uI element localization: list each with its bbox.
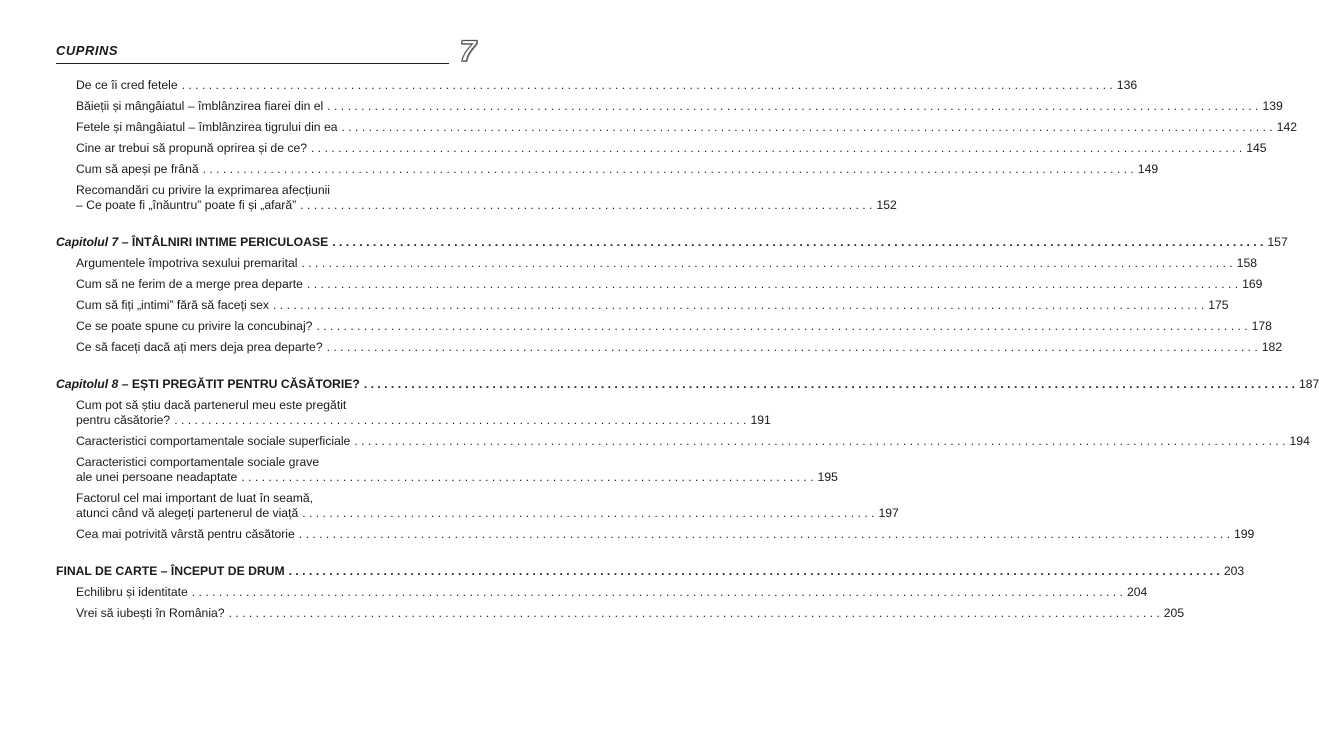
chapter-label: Capitolul 7 [56, 235, 119, 249]
final-heading[interactable] [56, 564, 1245, 579]
dot-leader [300, 198, 872, 213]
dot-leader [302, 506, 874, 521]
table-of-contents [56, 78, 1319, 627]
toc-entry-page: 197 [878, 506, 899, 520]
header-rule [56, 63, 449, 64]
toc-entry[interactable] [56, 491, 899, 521]
toc-entry-page: 142 [1276, 120, 1298, 134]
chapter-title: – ÎNTÂLNIRI INTIME PERICULOASE [121, 235, 329, 249]
toc-entry[interactable] [56, 78, 1138, 93]
toc-entry-title: Băieții și mângâiatul – îmblânzirea fiarei din el [76, 99, 324, 113]
toc-entry-page: 194 [1289, 434, 1310, 448]
chapter-label: Capitolul 8 [56, 377, 119, 391]
dot-leader [203, 162, 1134, 177]
toc-entry-title-line1: Recomandări cu privire la exprimarea afecțiunii [76, 183, 331, 197]
dot-leader [354, 434, 1285, 449]
toc-entry-page: 158 [1236, 256, 1258, 270]
toc-entry[interactable] [56, 298, 1229, 313]
dot-leader [174, 413, 746, 428]
toc-entry[interactable] [56, 183, 897, 213]
toc-entry-page: 199 [1233, 527, 1255, 541]
toc-entry-title: Ce să faceți dacă ați mers deja prea departe? [76, 340, 323, 354]
toc-entry-title: De ce îi cred fetele [76, 78, 178, 92]
toc-entry-title: Caracteristici comportamentale sociale superficiale [76, 434, 351, 448]
chapter-8-heading[interactable] [56, 377, 1319, 392]
dot-leader [327, 340, 1258, 355]
toc-entry[interactable] [56, 319, 1272, 334]
dot-leader [241, 470, 813, 485]
toc-entry-page: 182 [1261, 340, 1283, 354]
toc-entry-title-line1: Cum pot să știu dacă partenerul meu este pregătit [76, 398, 347, 412]
toc-entry-page: 139 [1262, 99, 1283, 113]
dot-leader [229, 606, 1160, 621]
toc-entry[interactable] [56, 141, 1267, 156]
toc-entry-title: Cum să apeși pe frână [76, 162, 199, 176]
dot-leader [327, 99, 1258, 114]
toc-entry-title-line2: atunci când vă alegeți partenerul de viață [76, 506, 299, 520]
toc-entry-title: Vrei să iubești în România? [76, 606, 225, 620]
toc-entry-title: Cum să ne ferim de a merge prea departe [76, 277, 303, 291]
toc-entry[interactable] [56, 340, 1283, 355]
toc-entry-page: 204 [1126, 585, 1148, 599]
toc-entry-title: Cum să fiți „intimi” fără să faceți sex [76, 298, 270, 312]
toc-entry-page: 136 [1116, 78, 1138, 92]
toc-entry-title: Argumentele împotriva sexului premarital [76, 256, 298, 270]
page-number: 7 [459, 35, 476, 68]
toc-entry[interactable] [56, 162, 1159, 177]
toc-entry[interactable] [56, 527, 1255, 542]
toc-entry-page: 169 [1242, 277, 1263, 291]
dot-leader [192, 585, 1123, 600]
toc-entry-title: Cine ar trebui să propună oprirea și de ce? [76, 141, 308, 155]
final-page: 203 [1223, 564, 1245, 578]
toc-entry-title-line1: Factorul cel mai important de luat în seamă, [76, 491, 314, 505]
dot-leader [364, 377, 1295, 392]
toc-entry-title-line2: pentru căsătorie? [76, 413, 171, 427]
dot-leader [302, 256, 1233, 271]
toc-entry-page: 205 [1163, 606, 1185, 620]
toc-entry[interactable] [56, 398, 771, 428]
dot-leader [342, 120, 1273, 135]
dot-leader [311, 141, 1242, 156]
final-title: FINAL DE CARTE – ÎNCEPUT DE DRUM [56, 564, 285, 578]
toc-entry[interactable] [56, 256, 1258, 271]
toc-entry-page: 149 [1137, 162, 1159, 176]
toc-entry[interactable] [56, 585, 1148, 600]
toc-entry-title: Ce se poate spune cu privire la concubinaj? [76, 319, 313, 333]
toc-entry-page: 191 [750, 413, 771, 427]
toc-entry[interactable] [56, 277, 1263, 292]
toc-entry[interactable] [56, 434, 1310, 449]
toc-entry-page: 152 [876, 198, 897, 212]
running-header-title: CUPRINS [56, 43, 119, 58]
toc-entry-page: 195 [817, 470, 838, 484]
toc-entry-title-line1: Caracteristici comportamentale sociale grave [76, 455, 320, 469]
toc-entry-page: 178 [1251, 319, 1272, 333]
dot-leader [316, 319, 1247, 334]
toc-entry[interactable] [56, 606, 1185, 621]
toc-entry-page: 175 [1208, 298, 1229, 312]
page-header [56, 35, 476, 71]
dot-leader [289, 564, 1220, 579]
chapter-7-heading[interactable] [56, 235, 1288, 250]
toc-entry-title-line2: – Ce poate fi „înăuntru” poate fi și „afară” [76, 198, 297, 212]
dot-leader [307, 277, 1238, 292]
dot-leader [299, 527, 1230, 542]
toc-entry[interactable] [56, 120, 1298, 135]
dot-leader [332, 235, 1263, 250]
toc-entry[interactable] [56, 455, 838, 485]
toc-entry[interactable] [56, 99, 1283, 114]
toc-entry-title: Echilibru și identitate [76, 585, 188, 599]
toc-entry-page: 145 [1246, 141, 1267, 155]
toc-entry-title-line2: ale unei persoane neadaptate [76, 470, 238, 484]
chapter-title: – EȘTI PREGĂTIT PENTRU CĂSĂTORIE? [121, 377, 360, 391]
toc-entry-title: Cea mai potrivită vârstă pentru căsătorie [76, 527, 295, 541]
chapter-page: 157 [1267, 235, 1288, 249]
dot-leader [182, 78, 1113, 93]
dot-leader [273, 298, 1204, 313]
toc-entry-title: Fetele și mângâiatul – îmblânzirea tigrului din ea [76, 120, 338, 134]
chapter-page: 187 [1299, 377, 1319, 391]
